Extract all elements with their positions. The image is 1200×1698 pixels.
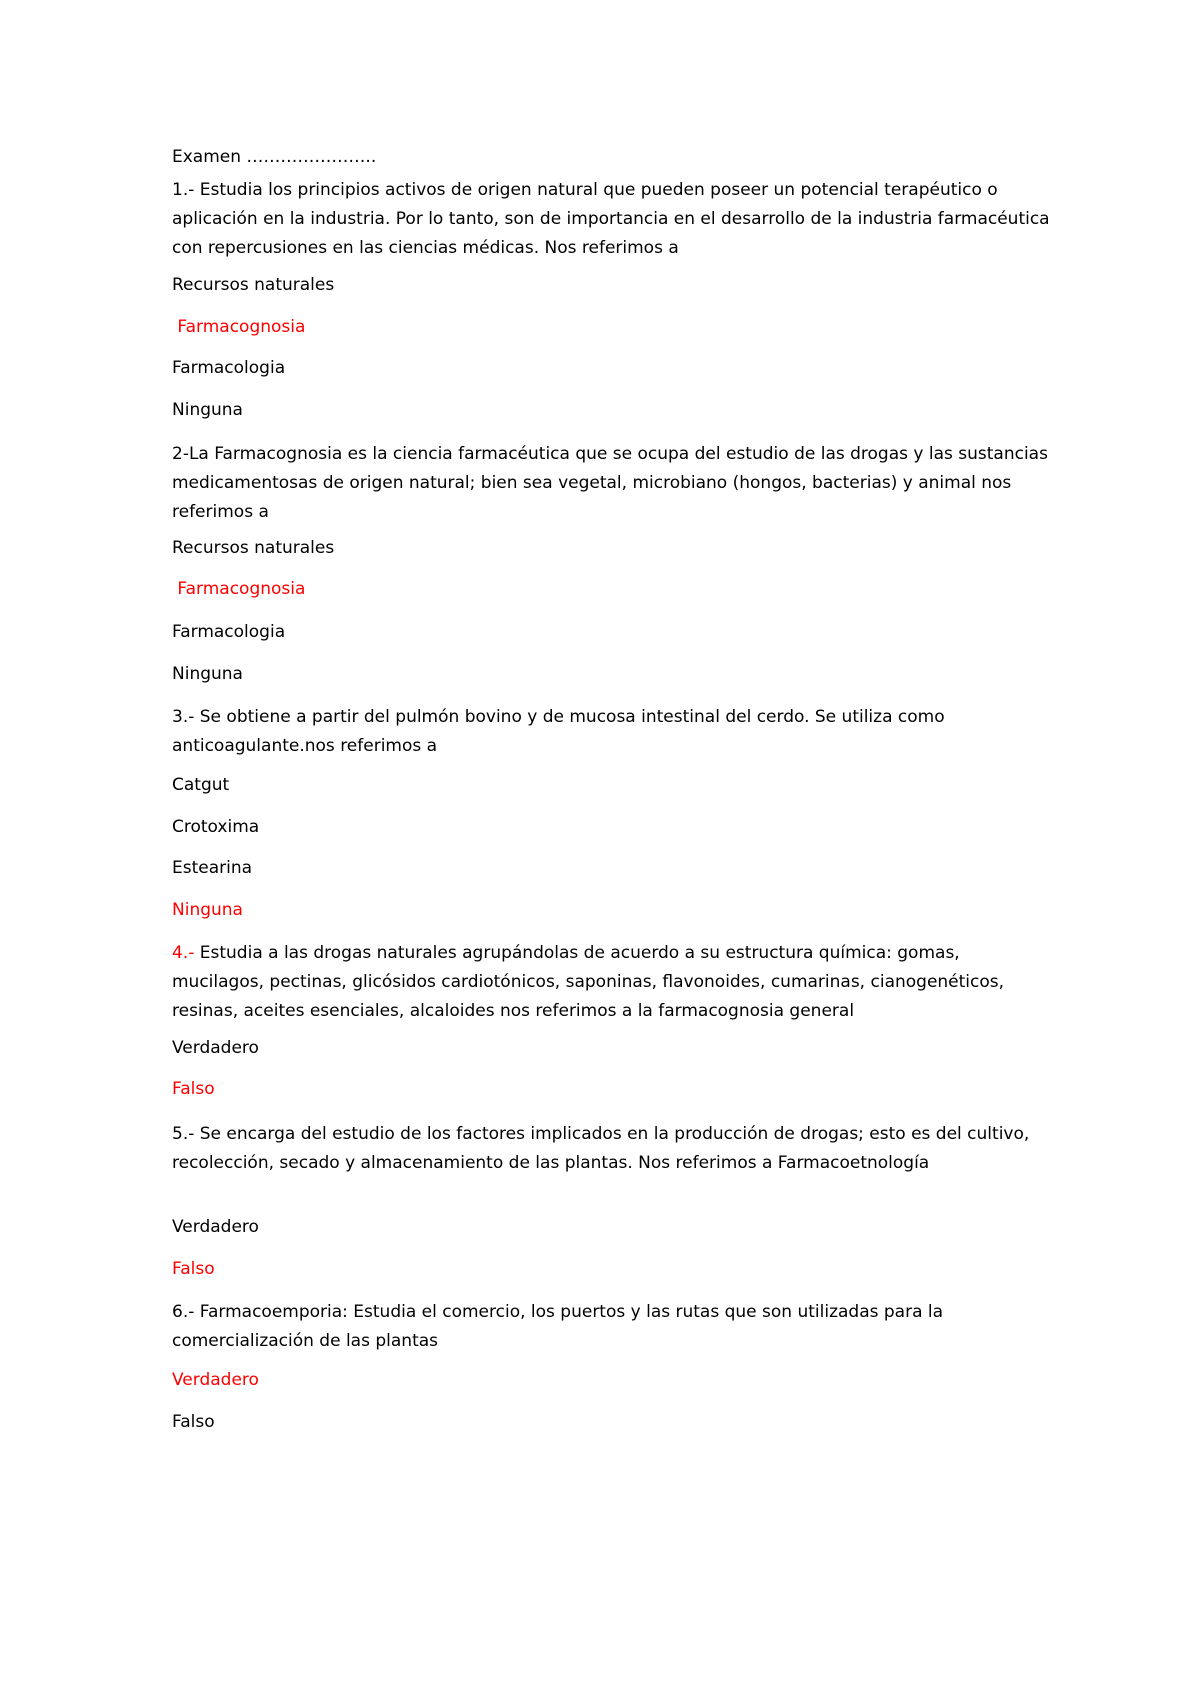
question-2 bbox=[172, 440, 1052, 527]
q4-option-1: Verdadero bbox=[172, 1038, 259, 1058]
q2-option-2-selected: Farmacognosia bbox=[172, 579, 306, 599]
question-4 bbox=[172, 939, 1052, 1026]
q1-option-1: Recursos naturales bbox=[172, 275, 335, 295]
exam-title: Examen ………………….. bbox=[172, 147, 377, 167]
question-3-text: Se obtiene a partir del pulmón bovino y de mucosa intestinal del cerdo. Se utiliza como anticoagulante.nos referimos a bbox=[172, 707, 945, 756]
question-4-text: Estudia a las drogas naturales agrupándolas de acuerdo a su estructura química: gomas, mucilagos, pectinas, glicósidos cardiotónicos, saponinas, flavonoides, cumarinas, cianogenéticos, resinas, aceites esenciales, alcaloides nos referimos a la farmacognosia general bbox=[172, 943, 1005, 1021]
q3-option-2: Crotoxima bbox=[172, 817, 260, 837]
question-2-text: La Farmacognosia es la ciencia farmacéutica que se ocupa del estudio de las drogas y las sustancias medicamentosas de origen natural; bien sea vegetal, microbiano (hongos, bacterias) y animal nos referimos a bbox=[172, 444, 1048, 522]
q5-option-1: Verdadero bbox=[172, 1217, 259, 1237]
q5-option-2-selected: Falso bbox=[172, 1259, 215, 1279]
question-3 bbox=[172, 703, 1052, 761]
question-3-number: 3.- bbox=[172, 707, 195, 727]
question-1-text: Estudia los principios activos de origen natural que pueden poseer un potencial terapéutico o aplicación en la industria. Por lo tanto, son de importancia en el desarrollo de la industria farmacéutica con repercusiones en las ciencias médicas. Nos referimos a bbox=[172, 180, 1050, 258]
question-5 bbox=[172, 1120, 1052, 1178]
q2-option-4: Ninguna bbox=[172, 664, 243, 684]
q4-option-2-selected: Falso bbox=[172, 1079, 215, 1099]
q1-option-2-selected: Farmacognosia bbox=[172, 317, 306, 337]
question-1 bbox=[172, 176, 1052, 263]
q6-option-2: Falso bbox=[172, 1412, 215, 1432]
q3-option-4-selected: Ninguna bbox=[172, 900, 243, 920]
q6-option-1-selected: Verdadero bbox=[172, 1370, 259, 1390]
question-6 bbox=[172, 1298, 1052, 1356]
question-6-text: Farmacoemporia: Estudia el comercio, los puertos y las rutas que son utilizadas para la comercialización de las plantas bbox=[172, 1302, 944, 1351]
q1-option-4: Ninguna bbox=[172, 400, 243, 420]
question-5-text: Se encarga del estudio de los factores implicados en la producción de drogas; esto es del cultivo, recolección, secado y almacenamiento de las plantas. Nos referimos a Farmacoetnología bbox=[172, 1124, 1030, 1173]
question-6-number: 6.- bbox=[172, 1302, 195, 1322]
q2-option-1: Recursos naturales bbox=[172, 538, 335, 558]
q3-option-1: Catgut bbox=[172, 775, 230, 795]
q2-option-3: Farmacologia bbox=[172, 622, 286, 642]
question-1-number: 1.- bbox=[172, 180, 195, 200]
q3-option-3: Estearina bbox=[172, 858, 253, 878]
question-5-number: 5.- bbox=[172, 1124, 195, 1144]
q1-option-3: Farmacologia bbox=[172, 358, 286, 378]
question-4-number: 4.- bbox=[172, 943, 195, 963]
question-2-number: 2- bbox=[172, 444, 189, 464]
